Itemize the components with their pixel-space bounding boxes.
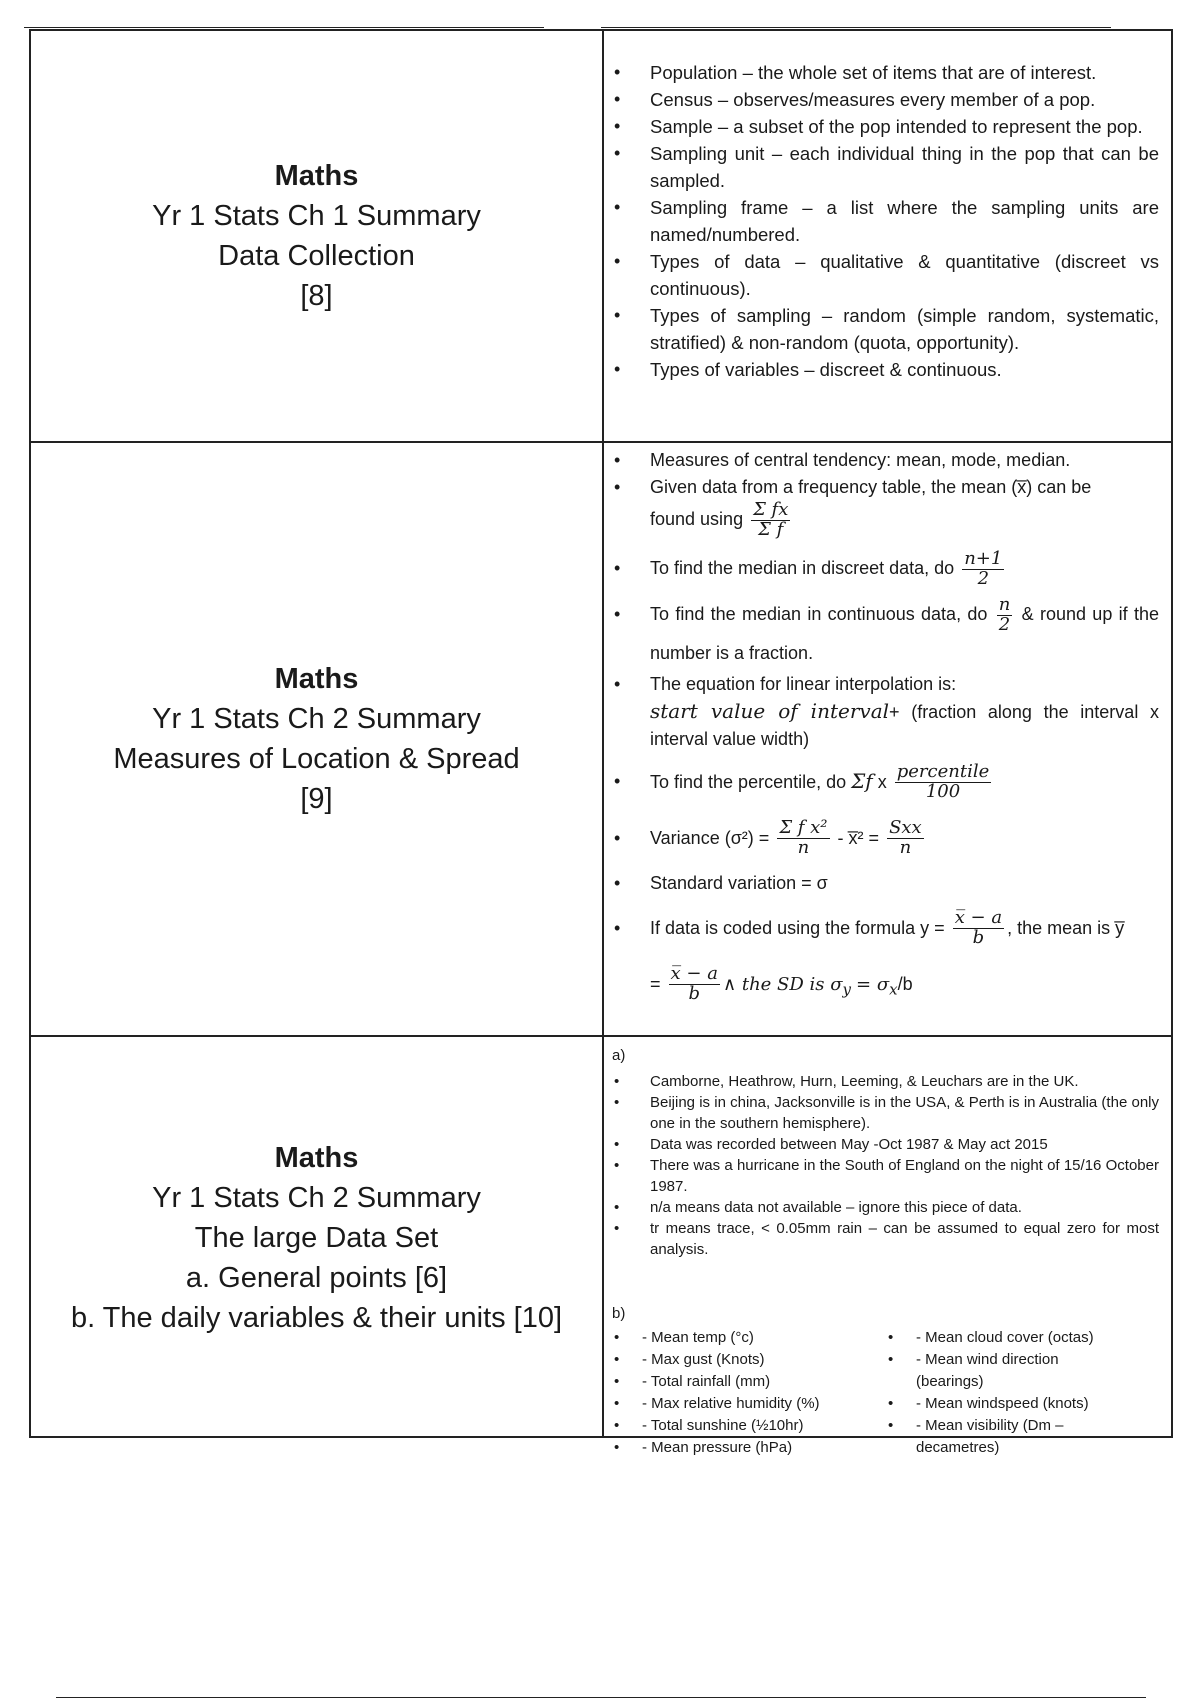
summary-row-large-data-set [31,1037,1171,1456]
list-item: • - Total rainfall (mm) [604,1371,854,1393]
summary-row-ch2 [31,443,1171,1037]
list-item: • To find the median in discreet data, do $\frac{n+1}{2}$ [604,540,1171,596]
list-item: • Camborne, Heathrow, Hurn, Leeming, & Leuchars are in the UK. [604,1071,1171,1092]
variables-column-right [878,1327,1118,1459]
list-item: • - Mean windspeed (knots) [878,1393,1118,1415]
title-line: [9] [300,783,333,815]
summary-table [29,29,1173,1456]
median-continuous-formula: $\frac{n}{2}$ [998,593,1011,635]
coded-mean-formula: $\frac{x̅ - a}{b}$ [670,963,718,1005]
title-cell [31,1037,604,1438]
list-item: • - Mean cloud cover (octas) [878,1327,1118,1349]
list-item: • Data was recorded between May -Oct 1987 & May act 2015 [604,1134,1171,1155]
section-label-b: b) [612,1305,626,1322]
header-rule-right [601,27,1111,28]
list-item: • There was a hurricane in the South of England on the night of 15/16 October 1987. [604,1155,1171,1197]
list-item: • - Max relative humidity (%) [604,1393,854,1415]
list-item: • - Total sunshine (½10hr) [604,1415,854,1437]
subject-heading: Maths [274,160,359,192]
list-item: • Types of data – qualitative & quantitative (discreet vs continuous). [604,248,1171,302]
list-item: • - Mean wind direction (bearings) [878,1349,1118,1393]
header-rule-left [24,27,544,28]
list-item: • To find the percentile, do Σf x $\frac{\text{percentile}}{100}$ [604,753,1171,810]
title-line: Yr 1 Stats Ch 2 Summary [152,703,481,735]
title-line: Yr 1 Stats Ch 2 Summary [152,1181,481,1214]
notes-cell [604,443,1171,1035]
list-item: • - Mean visibility (Dm – decametres) [878,1415,1118,1459]
list-item: • Given data from a frequency table, the mean (x̅) can be found using $\frac{\text{Σ fx}}{\text{Σ f}}$ [604,474,1171,540]
list-item: • - Mean temp (°c) [604,1327,854,1349]
title-line: Data Collection [218,240,415,272]
percentile-formula: $\frac{\text{percentile}}{100}$ [896,761,990,803]
title-cell [31,443,604,1035]
title-line: The large Data Set [194,1221,439,1254]
median-discrete-formula: $\frac{n+1}{2}$ [964,547,1003,589]
mean-formula: $\frac{\text{Σ fx}}{\text{Σ f}}$ [753,499,789,540]
list-item: • Variance (σ²) = $\frac{\text{Σ f x²}}{n}$ - x̅² = $\frac{\text{Sxx}}{n}$ [604,810,1171,866]
list-item: • n/a means data not available – ignore this piece of data. [604,1197,1171,1218]
list-item: • Sampling unit – each individual thing in the pop that can be sampled. [604,140,1171,194]
list-item: • Beijing is in china, Jacksonville is in the USA, & Perth is in Australia (the only one in the southern hemisphere). [604,1092,1171,1134]
list-item: • - Max gust (Knots) [604,1349,854,1371]
list-item: • tr means trace, < 0.05mm rain – can be assumed to equal zero for most analysis. [604,1218,1171,1260]
title-line: Measures of Location & Spread [113,743,520,775]
list-item: • Types of sampling – random (simple random, systematic, stratified) & non-random (quota, opportunity). [604,302,1171,356]
general-points-list [604,1071,1171,1260]
notes-list [604,31,1171,383]
list-item: • Types of variables – discreet & continuous. [604,356,1171,383]
notes-list [604,443,1171,1017]
list-item: • If data is coded using the formula y = $\frac{x̅ - a}{b}$ , the mean is y̅ = $\frac{x̅ - a}{b}$ ∧ the SD is $\sigma_y = \sigma_x/b$ [604,900,1171,1018]
variables-column-left [604,1327,854,1459]
list-item: • Sample – a subset of the pop intended to represent the pop. [604,113,1171,140]
notes-cell [604,1037,1171,1456]
title-line: b. The daily variables & their units [10] [70,1301,563,1334]
summary-row-ch1 [31,31,1171,443]
coding-formula: $\frac{x̅ - a}{b}$ [954,907,1003,949]
list-item: • Sampling frame – a list where the sampling units are named/numbered. [604,194,1171,248]
notes-cell [604,31,1171,441]
title-cell [31,31,604,441]
list-item: • The equation for linear interpolation is: start value of interval+ (fraction along the interval x interval value width) [604,671,1171,753]
list-item: • Population – the whole set of items that are of interest. [604,59,1171,86]
footer-rule [56,1697,1146,1698]
list-item: • To find the median in continuous data, do $\frac{n}{2}$ & round up if the number is a fraction. [604,596,1171,671]
list-item: • Measures of central tendency: mean, mode, median. [604,447,1171,474]
title-line: Yr 1 Stats Ch 1 Summary [152,200,481,232]
list-item: • - Mean pressure (hPa) [604,1437,854,1459]
sxx-formula: $\frac{\text{Sxx}}{n}$ [889,817,922,859]
title-line: [8] [300,280,333,312]
list-item: • Census – observes/measures every member of a pop. [604,86,1171,113]
subject-heading: Maths [274,663,359,695]
variance-formula: $\frac{\text{Σ f x²}}{n}$ [779,817,828,859]
list-item: • Standard variation = σ [604,866,1171,900]
subject-heading: Maths [274,1141,359,1174]
section-label-a: a) [612,1047,626,1064]
title-line: a. General points [6] [185,1261,448,1294]
